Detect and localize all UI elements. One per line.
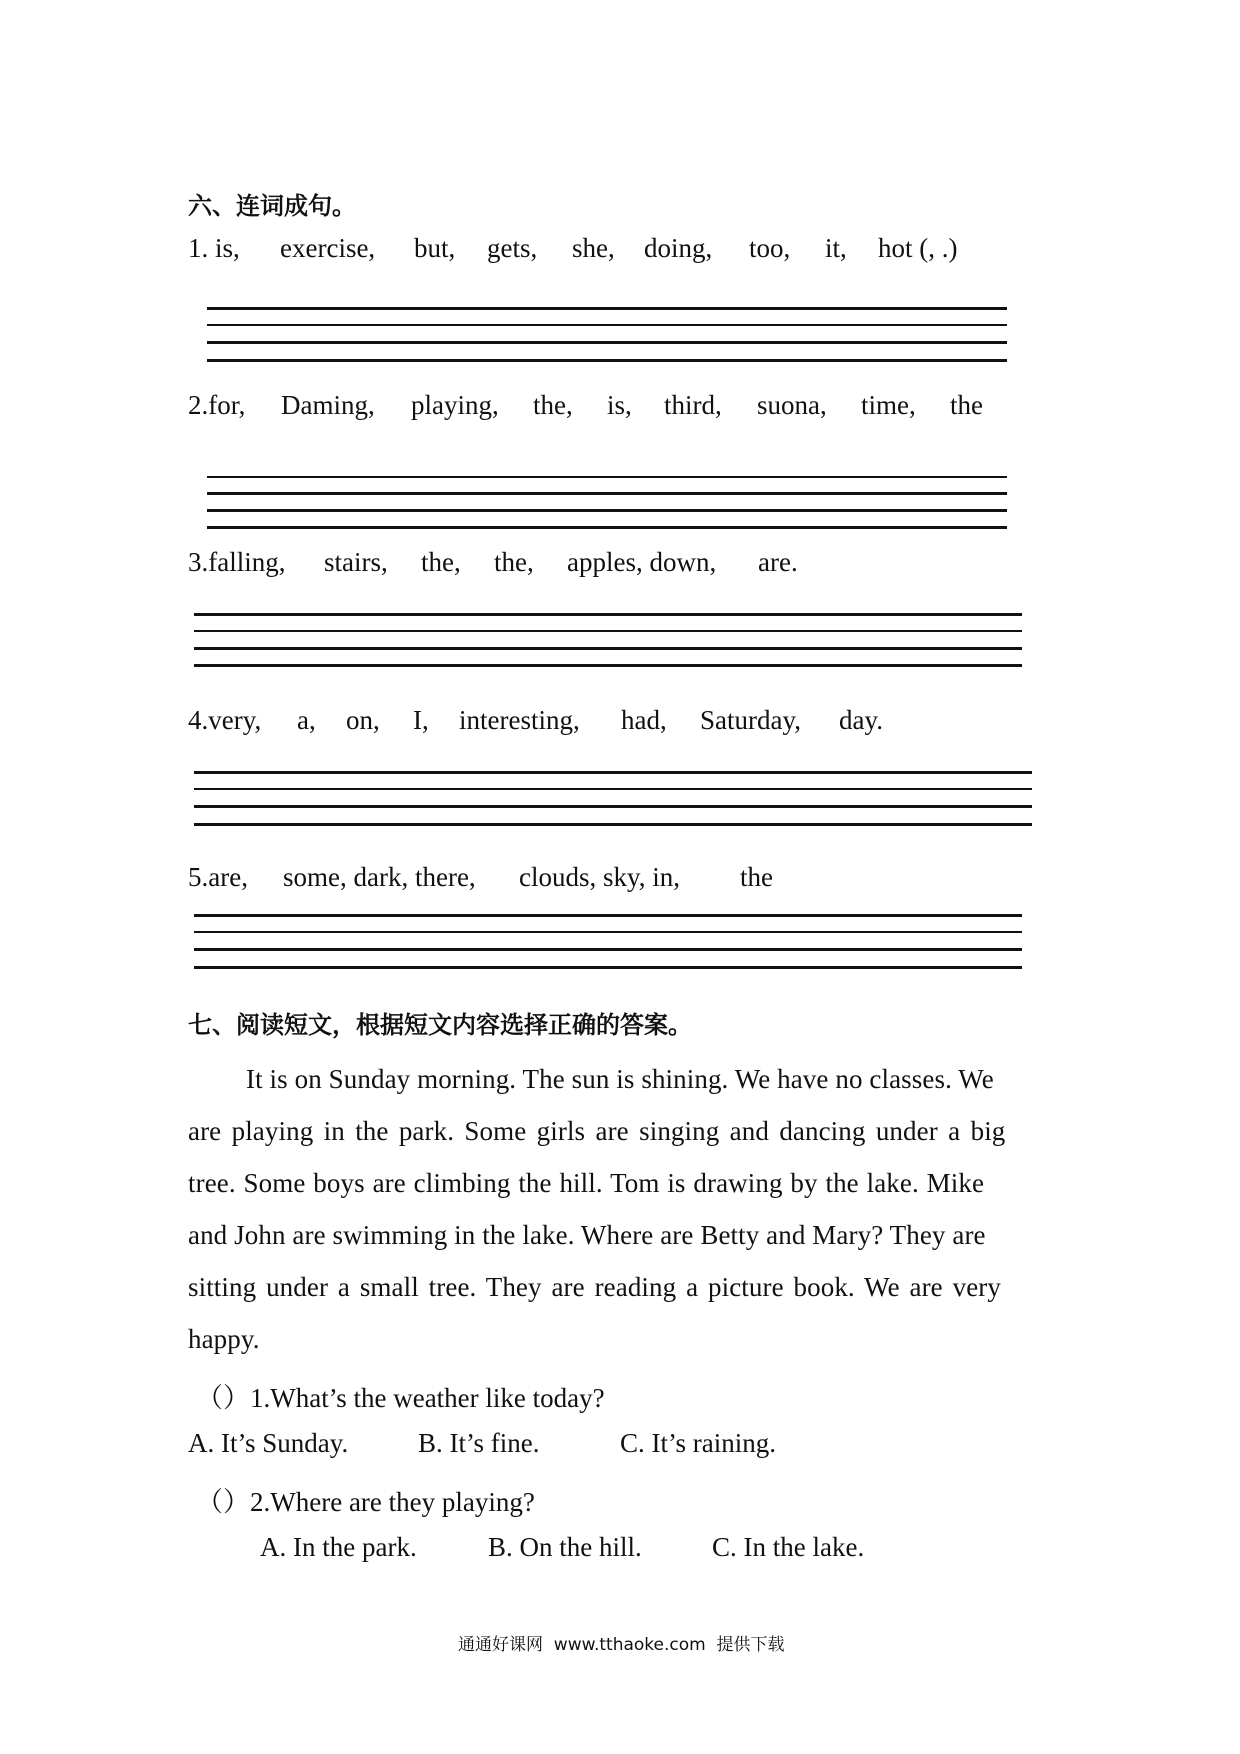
word: a,: [297, 705, 316, 735]
word: playing,: [411, 390, 499, 420]
word: 5.are,: [188, 862, 248, 892]
question-1-option-b[interactable]: B. It’s fine.: [418, 1428, 540, 1458]
word: doing,: [644, 233, 713, 263]
word: 1. is,: [188, 233, 240, 263]
word: apples, down,: [567, 547, 717, 577]
question-1-prompt: （）1.What’s the weather like today?: [196, 1383, 605, 1413]
word: exercise,: [280, 233, 376, 263]
word: third,: [664, 390, 722, 420]
word: is,: [607, 390, 632, 420]
word: hot (, .): [878, 233, 958, 263]
word: had,: [621, 705, 667, 735]
footer-credit: 通通好课网 www.tthaoke.com 提供下载: [458, 1635, 785, 1655]
word: the,: [421, 547, 461, 577]
word: the: [950, 390, 983, 420]
question-2-option-a[interactable]: A. In the park.: [260, 1532, 417, 1562]
word: some, dark, there,: [283, 862, 476, 892]
word: Saturday,: [700, 705, 801, 735]
word: but,: [414, 233, 456, 263]
word: Daming,: [281, 390, 375, 420]
passage-line-4: and John are swimming in the lake. Where are Betty and Mary? They are: [188, 1220, 986, 1250]
answer-lines-1[interactable]: [207, 307, 1007, 363]
word: time,: [861, 390, 916, 420]
word: gets,: [487, 233, 538, 263]
passage-line-6: happy.: [188, 1324, 260, 1354]
word: clouds, sky, in,: [519, 862, 680, 892]
word: 2.for,: [188, 390, 246, 420]
word: interesting,: [459, 705, 580, 735]
answer-lines-3[interactable]: [194, 613, 1022, 668]
passage-line-2: are playing in the park. Some girls are singing and dancing under a big: [188, 1116, 1006, 1146]
question-2-option-b[interactable]: B. On the hill.: [488, 1532, 642, 1562]
word: stairs,: [324, 547, 388, 577]
passage-line-3: tree. Some boys are climbing the hill. Tom is drawing by the lake. Mike: [188, 1168, 985, 1198]
word: 3.falling,: [188, 547, 286, 577]
answer-lines-2[interactable]: [207, 476, 1007, 530]
section-7-heading: 七、阅读短文，根据短文内容选择正确的答案。: [188, 1013, 692, 1039]
question-1-option-c[interactable]: C. It’s raining.: [620, 1428, 776, 1458]
answer-lines-5[interactable]: [194, 914, 1022, 970]
word: the: [740, 862, 773, 892]
question-1-option-a[interactable]: A. It’s Sunday.: [188, 1428, 349, 1458]
question-2-prompt: （）2.Where are they playing?: [196, 1487, 535, 1517]
word: the,: [494, 547, 534, 577]
word: suona,: [757, 390, 827, 420]
word: too,: [749, 233, 791, 263]
word: it,: [825, 233, 847, 263]
section-6-heading: 六、连词成句。: [188, 194, 356, 220]
word: I,: [413, 705, 429, 735]
passage-line-1: It is on Sunday morning. The sun is shining. We have no classes. We: [246, 1064, 994, 1094]
passage-line-5: sitting under a small tree. They are reading a picture book. We are very: [188, 1272, 1001, 1302]
answer-lines-4[interactable]: [194, 771, 1032, 827]
word: on,: [346, 705, 380, 735]
question-2-option-c[interactable]: C. In the lake.: [712, 1532, 865, 1562]
word: are.: [758, 547, 798, 577]
word: day.: [839, 705, 883, 735]
word: she,: [572, 233, 615, 263]
word: 4.very,: [188, 705, 262, 735]
word: the,: [533, 390, 573, 420]
